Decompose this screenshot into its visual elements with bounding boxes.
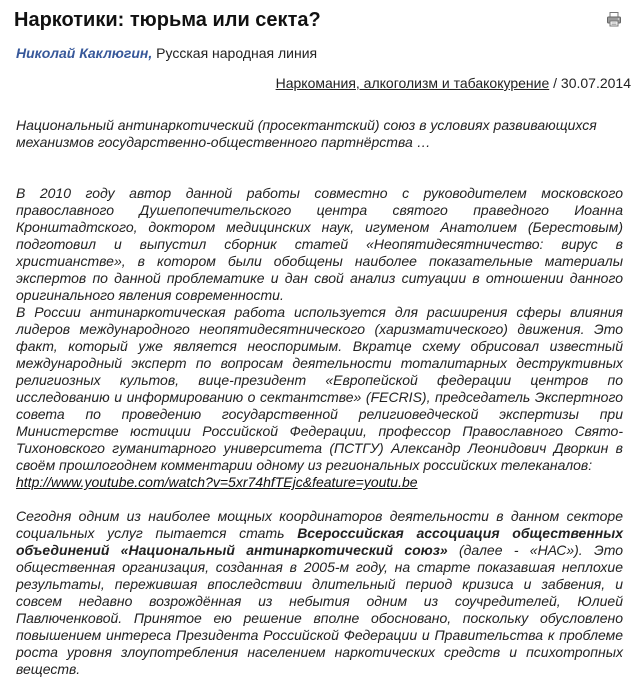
source-name: Русская народная линия	[152, 45, 318, 61]
paragraph-3-continued: (далее - «НАС»). Это общественная организация, созданная в 2005-м году, на старте показавшая неплохие результаты, пережившая впоследствии длительный период кризиса и забвения, и совсем недавно возрождённая из небытия одним из соучредителей, Юлией Павлюченковой. Принятое ею решение вполне обосновано, поскольку обусловлено повышением интереса Президента Российской Федерации и Правительства к проблеме роста уровня злоупотребления населением наркотических средств и психотропных веществ.	[16, 542, 624, 677]
youtube-link[interactable]: http://www.youtube.com/watch?v=5xr74hfTEjc&feature=youtu.be	[16, 474, 418, 490]
author-link[interactable]: Николай Каклюгин,	[16, 45, 153, 61]
category-link[interactable]: Наркомания, алкоголизм и табакокурение	[275, 75, 550, 91]
publish-date: 30.07.2014	[560, 75, 631, 91]
byline	[16, 45, 317, 61]
article-meta	[276, 75, 631, 91]
lead-paragraph: Национальный антинаркотический (просектантский) союз в условиях развивающихся механизмов государственно-общественного партнёрства …	[16, 117, 597, 150]
organization-name: Всероссийская ассоциация общественных объединений «Национальный антинаркотический союз»	[16, 525, 623, 558]
paragraph-3-text: Сегодня одним из наиболее мощных координаторов деятельности в данном секторе социальных услуг пытается стать	[16, 508, 623, 541]
paragraph-2-text: В России антинаркотическая работа используется для расширения сферы влияния лидеров международного неопятидесятнического (харизматического) движения. Это факт, который уже является неоспоримым. Вкратце схему обрисовал известный международный эксперт по вопросам деятельности тоталитарных деструктивных религиозных культов, вице-президент «Европейской федерации центров по исследованию и информированию о сектантстве» (FECRIS), председатель Экспертного совета по проведению государственной религиоведческой экспертизы при Министерстве юстиции Российской Федерации, профессор Православного Свято-Тихоновского гуманитарного университета (ПСТГУ) Александр Леонидович Дворкин в своём прошлогоднем комментарии одному из региональных российских телеканалов:	[16, 304, 623, 473]
print-icon[interactable]	[606, 11, 622, 27]
paragraph-3	[16, 508, 623, 678]
article-title: Наркотики: тюрьма или секта?	[14, 9, 321, 31]
article-body	[16, 117, 623, 678]
date-separator: /	[549, 75, 561, 91]
paragraph-1: В 2010 году автор данной работы совместно с руководителем московского православного Душепопечительского центра святого праведного Иоанна Кронштадтского, доктором медицинских наук, игуменом Анатолием (Берестовым) подготовил и выпустил сборник статей «Неопятидесятничество: вирус в христианстве», в котором были обобщены наиболее показательные материалы экспертов по данной проблематике и дан свой анализ ситуации в отношении данного оригинального явления современности.	[16, 185, 623, 303]
paragraph-2	[16, 304, 623, 491]
